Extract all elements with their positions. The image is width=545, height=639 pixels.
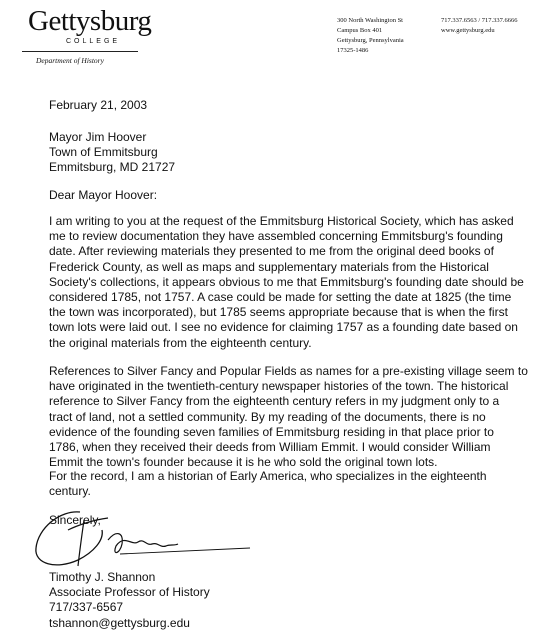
recipient-line: Mayor Jim Hoover xyxy=(49,130,147,144)
phone-numbers: 717.337.6563 / 717.337.6666 xyxy=(441,17,518,24)
text-line: evidence of the founding seven families of Emmitsburg residing in that place prior to xyxy=(49,424,494,439)
salutation: Dear Mayor Hoover: xyxy=(49,188,158,202)
signer-phone: 717/337-6567 xyxy=(49,600,124,615)
text-line: considered 1785, not 1757. A case could be made for setting the date at 1825 (the time xyxy=(49,290,512,305)
text-line: town lots were laid out. I see no evidence for claiming 1757 as a founding date based on xyxy=(49,320,518,335)
handwritten-signature xyxy=(20,500,260,580)
text-line: tract of land, not a settled community. By my reading of the documents, there is no xyxy=(49,409,486,424)
text-line: the town was incorporated), but 1785 seems appropriate because that is when the first xyxy=(49,305,508,320)
text-line: 1786, when they received their deeds from William Emmit. I would consider William xyxy=(49,440,491,455)
text-line: References to Silver Fancy and Popular Fields as names for a pre-existing village seem to xyxy=(49,364,528,378)
text-line: Society's collections, it appears obvious to me that Emmitsburg's founding date should be xyxy=(49,274,524,289)
text-line: me to review documentation they have assembled concerning Emmitsburg's founding xyxy=(49,229,503,244)
paragraph-3 xyxy=(49,469,519,499)
address-line: Campus Box 401 xyxy=(337,27,383,34)
address-line: 300 North Washington St xyxy=(337,17,403,24)
letterhead-address xyxy=(337,16,404,56)
text-line: I am writing to you at the request of the Emmitsburg Historical Society, which has asked xyxy=(49,214,514,228)
recipient-line: Emmitsburg, MD 21727 xyxy=(49,160,176,175)
text-line: For the record, I am a historian of Early America, who specializes in the eighteenth xyxy=(49,469,487,483)
letterhead-divider xyxy=(22,51,138,52)
college-logo-subtitle: COLLEGE xyxy=(66,38,121,45)
signer-email: tshannon@gettysburg.edu xyxy=(49,615,190,630)
text-line: the original materials from the eighteenth century. xyxy=(49,335,312,350)
signer-title: Associate Professor of History xyxy=(49,585,210,600)
text-line: century. xyxy=(49,484,91,499)
signer-name: Timothy J. Shannon xyxy=(49,570,156,584)
address-line: Gettysburg, Pennsylvania xyxy=(337,37,404,44)
address-line: 17325-1486 xyxy=(337,47,369,54)
letterhead-contact xyxy=(441,16,518,36)
paragraph-2 xyxy=(49,364,528,470)
text-line: date. After reviewing materials they presented to me from the original deed books of xyxy=(49,244,494,259)
signature-block xyxy=(49,570,210,631)
text-line: Emmit the town's founder because it is he who sold the original town lots. xyxy=(49,455,438,470)
recipient-line: Town of Emmitsburg xyxy=(49,145,158,160)
website-url: www.gettysburg.edu xyxy=(441,27,495,34)
paragraph-1 xyxy=(49,214,524,351)
letter-date: February 21, 2003 xyxy=(49,98,148,112)
department-name: Department of History xyxy=(36,56,104,65)
text-line: reference to Silver Fancy from the eighteenth century refers in my judgment only to a xyxy=(49,394,500,409)
college-logo-wordmark: Gettysburg xyxy=(28,5,152,37)
closing: Sincerely, xyxy=(49,513,101,527)
recipient-address xyxy=(49,130,175,176)
text-line: have originated in the twentieth-century newspaper histories of the town. The historical xyxy=(49,379,509,394)
text-line: Frederick County, as well as maps and supplementary materials from the Historical xyxy=(49,259,489,274)
